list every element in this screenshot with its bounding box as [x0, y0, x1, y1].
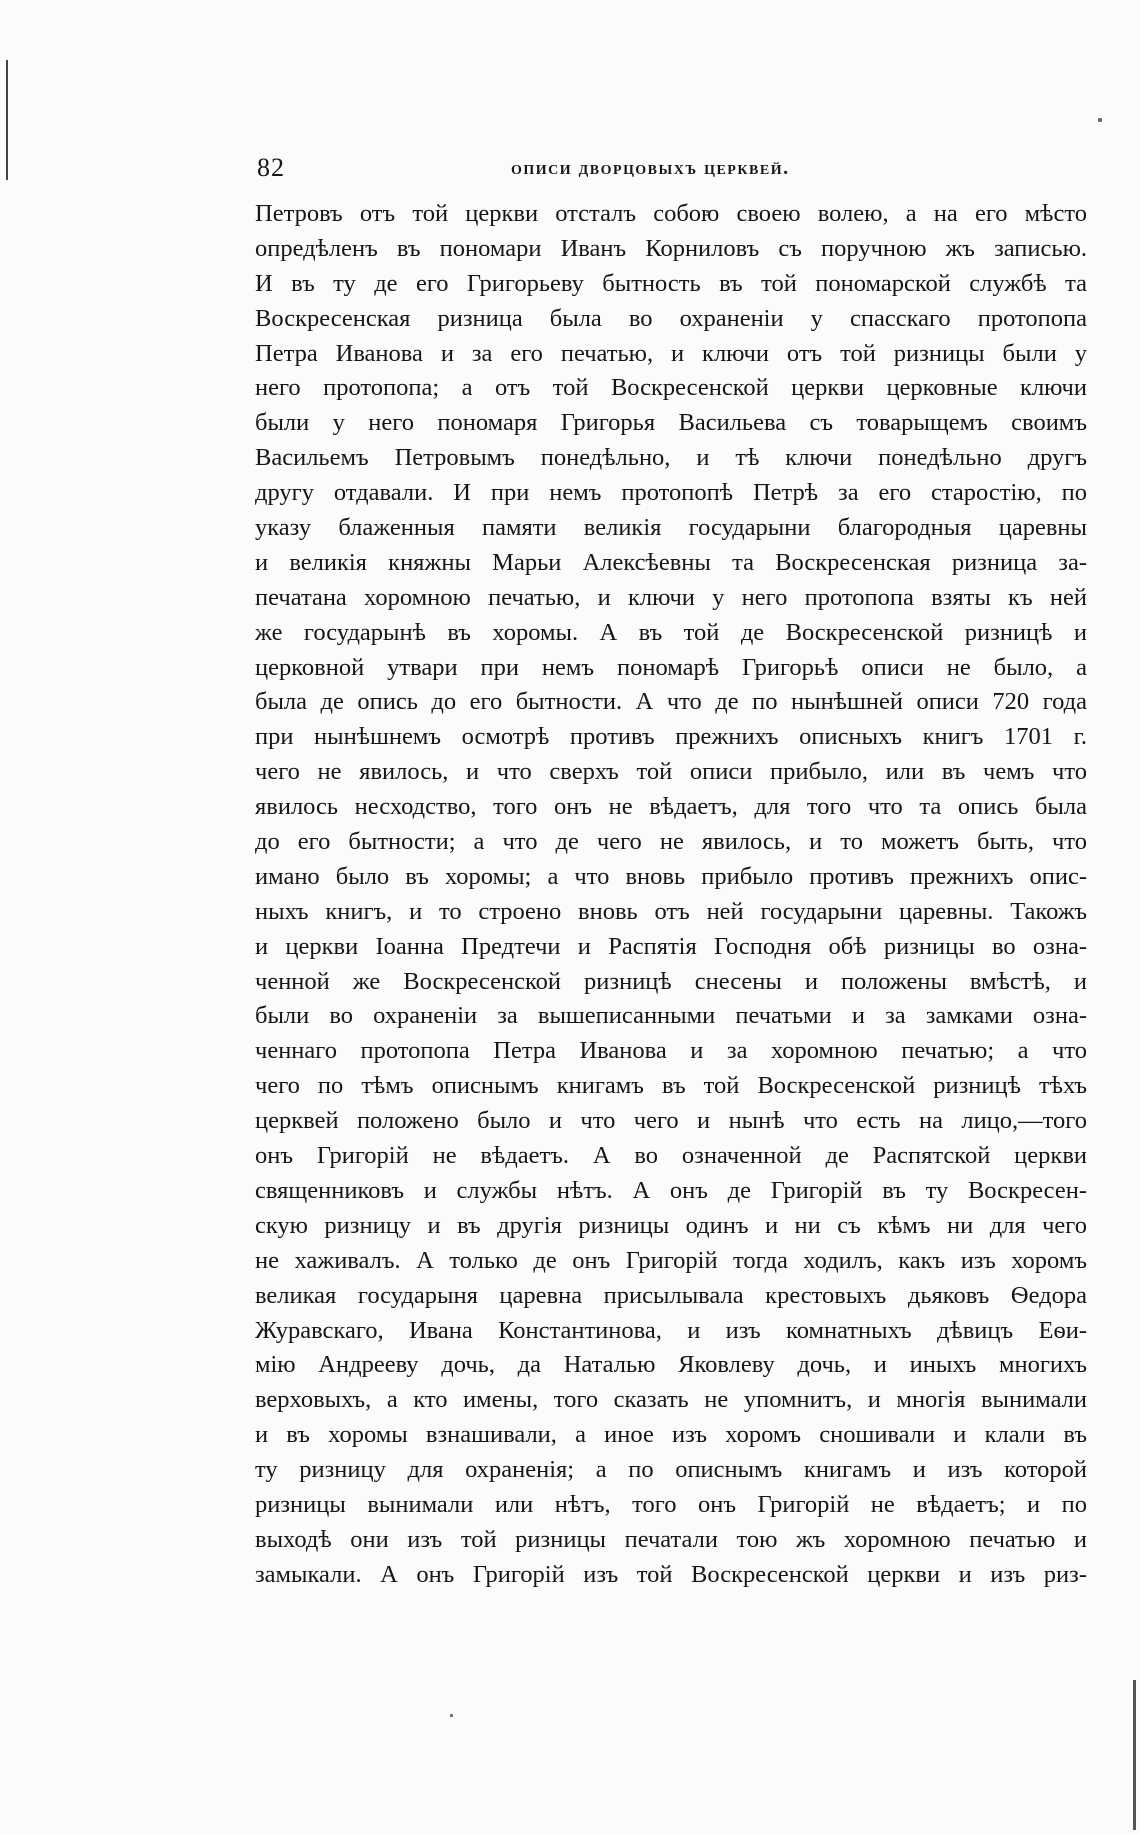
text-line: была де опись до его бытности. А что де по нынѣшней описи 720 года — [255, 688, 1087, 716]
text-line: при нынѣшнемъ осмотрѣ противъ прежнихъ описныхъ книгъ 1701 г. — [255, 723, 1087, 751]
text-line: Воскресенская ризница была во охраненіи у спасскаго протопопа — [255, 304, 1087, 332]
text-line: него протопопа; а отъ той Воскресенской церкви церковные ключи — [255, 374, 1087, 402]
text-line: же государынѣ въ хоромы. А въ той де Воскресенской ризницѣ и — [255, 618, 1087, 646]
text-line: ныхъ книгъ, и то строено вновь отъ ней государыни царевны. Такожъ — [255, 897, 1087, 925]
text-line: указу блаженныя памяти великія государыни благородныя царевны — [255, 514, 1087, 542]
text-line: Журавскаго, Ивана Константинова, и изъ комнатныхъ дѣвицъ Еѳи- — [255, 1316, 1087, 1344]
scan-edge-mark-left — [6, 60, 8, 180]
scan-speck — [1098, 118, 1102, 122]
text-line: великая государыня царевна присылывала крестовыхъ дьяковъ Ѳедора — [255, 1281, 1087, 1309]
page-header — [255, 145, 1087, 185]
book-page — [255, 145, 1087, 1593]
text-line: были у него пономаря Григорья Васильева съ товарыщемъ своимъ — [255, 409, 1087, 437]
text-line: ту ризницу для охраненія; а по описнымъ книгамъ и изъ которой — [255, 1456, 1087, 1484]
page-number: 82 — [257, 153, 285, 182]
scan-speck — [450, 1714, 453, 1717]
running-title: описи дворцовыхъ церквей. — [511, 157, 790, 179]
text-line: скую ризницу и въ другія ризницы одинъ и ни съ кѣмъ ни для чего — [255, 1211, 1087, 1239]
text-line: имано было въ хоромы; а что вновь прибыло противъ прежнихъ опис- — [255, 862, 1087, 890]
text-line: Васильемъ Петровымъ понедѣльно, и тѣ ключи понедѣльно другъ — [255, 444, 1087, 472]
text-line: ченной же Воскресенской ризницѣ снесены и положены вмѣстѣ, и — [255, 967, 1087, 995]
text-line: ризницы вынимали или нѣтъ, того онъ Григорій не вѣдаетъ; и по — [255, 1490, 1087, 1518]
text-line: мію Андрееву дочь, да Наталью Яковлеву дочь, и иныхъ многихъ — [255, 1351, 1087, 1379]
text-line: и въ хоромы взнашивали, а иное изъ хоромъ сношивали и клали въ — [255, 1421, 1087, 1449]
text-line: и церкви Іоанна Предтечи и Распятія Господня обѣ ризницы во озна- — [255, 932, 1087, 960]
text-line: были во охраненіи за вышеписанными печатьми и за замками озна- — [255, 1002, 1087, 1030]
text-line: чего не явилось, и что сверхъ той описи прибыло, или въ чемъ что — [255, 758, 1087, 786]
text-line: явилось несходство, того онъ не вѣдаетъ, для того что та опись была — [255, 793, 1087, 821]
text-line: замыкали. А онъ Григорій изъ той Воскресенской церкви и изъ риз- — [255, 1560, 1087, 1588]
text-line: ченнаго протопопа Петра Иванова и за хоромною печатью; а что — [255, 1037, 1087, 1065]
text-line: печатана хоромною печатью, и ключи у него протопопа взяты къ ней — [255, 583, 1087, 611]
text-line: другу отдавали. И при немъ протопопѣ Петрѣ за его старостію, по — [255, 479, 1087, 507]
text-line: церковной утвари при немъ пономарѣ Григорьѣ описи не было, а — [255, 653, 1087, 681]
text-line: опредѣленъ въ пономари Иванъ Корниловъ съ поручною жъ записью. — [255, 234, 1087, 262]
text-line: церквей положено было и что чего и нынѣ что есть на лицо,—того — [255, 1107, 1087, 1135]
text-line: онъ Григорій не вѣдаетъ. А во означенной де Распятской церкви — [255, 1142, 1087, 1170]
text-line: верховыхъ, а кто имены, того сказать не упомнитъ, и многія вынимали — [255, 1386, 1087, 1414]
text-line: Петра Иванова и за его печатью, и ключи отъ той ризницы были у — [255, 339, 1087, 367]
text-line: чего по тѣмъ описнымъ книгамъ въ той Воскресенской ризницѣ тѣхъ — [255, 1072, 1087, 1100]
text-line: не хаживалъ. А только де онъ Григорій тогда ходилъ, какъ изъ хоромъ — [255, 1246, 1087, 1274]
scan-edge-mark-right — [1133, 1680, 1136, 1830]
text-line: и великія княжны Марьи Алексѣевны та Воскресенская ризница за- — [255, 548, 1087, 576]
text-line: до его бытности; а что де чего не явилось, и то можетъ быть, что — [255, 828, 1087, 856]
body-text — [255, 197, 1087, 1593]
text-line: священниковъ и службы нѣтъ. А онъ де Григорій въ ту Воскресен- — [255, 1176, 1087, 1204]
text-line: выходѣ они изъ той ризницы печатали тою жъ хоромною печатью и — [255, 1525, 1087, 1553]
text-line: И въ ту де его Григорьеву бытность въ той пономарской службѣ та — [255, 269, 1087, 297]
text-line: Петровъ отъ той церкви отсталъ собою своею волею, а на его мѣсто — [255, 200, 1087, 227]
